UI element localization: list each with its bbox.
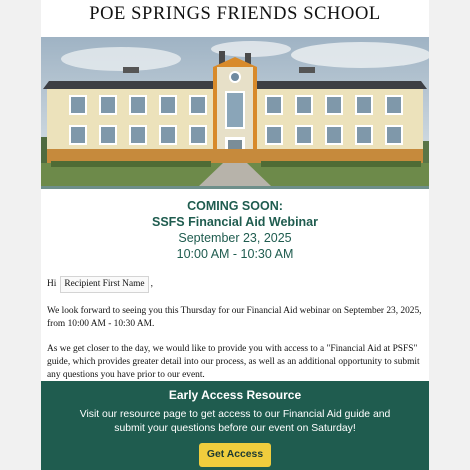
greeting-prefix: Hi: [47, 279, 57, 289]
webinar-title: SSFS Financial Aid Webinar: [151, 215, 318, 229]
webinar-announcement: [41, 198, 429, 263]
school-name-header: POE SPRINGS FRIENDS SCHOOL: [89, 4, 381, 24]
school-building-photo: [41, 37, 429, 186]
recipient-merge-field[interactable]: Recipient First Name: [60, 276, 148, 293]
early-access-panel: [41, 381, 429, 470]
get-access-button[interactable]: Get Access: [199, 443, 271, 467]
panel-heading: Early Access Resource: [168, 388, 302, 402]
greeting-suffix: ,: [150, 279, 153, 289]
greeting: [47, 276, 423, 293]
announcement-label: COMING SOON:: [187, 199, 283, 213]
webinar-time: 10:00 AM - 10:30 AM: [176, 247, 294, 261]
email-container: [41, 0, 429, 470]
webinar-date: September 23, 2025: [178, 231, 292, 245]
panel-text: Visit our resource page to get access to our Financial Aid guide and submit your questions before our event on Saturday!: [79, 409, 391, 434]
paragraph-2: As we get closer to the day, we would like to provide you with access to a "Financial Aid at PSFS" guide, which provides greater detail into our process, as well as an additional opportunity to submit any questions you have prior to our event.: [47, 344, 420, 380]
email-body: [41, 276, 429, 382]
paragraph-1: We look forward to seeing you this Thursday for our Financial Aid webinar on September 23, 2025, from 10:00 AM - 10:30 AM.: [47, 306, 422, 329]
hero-image: [41, 37, 429, 189]
